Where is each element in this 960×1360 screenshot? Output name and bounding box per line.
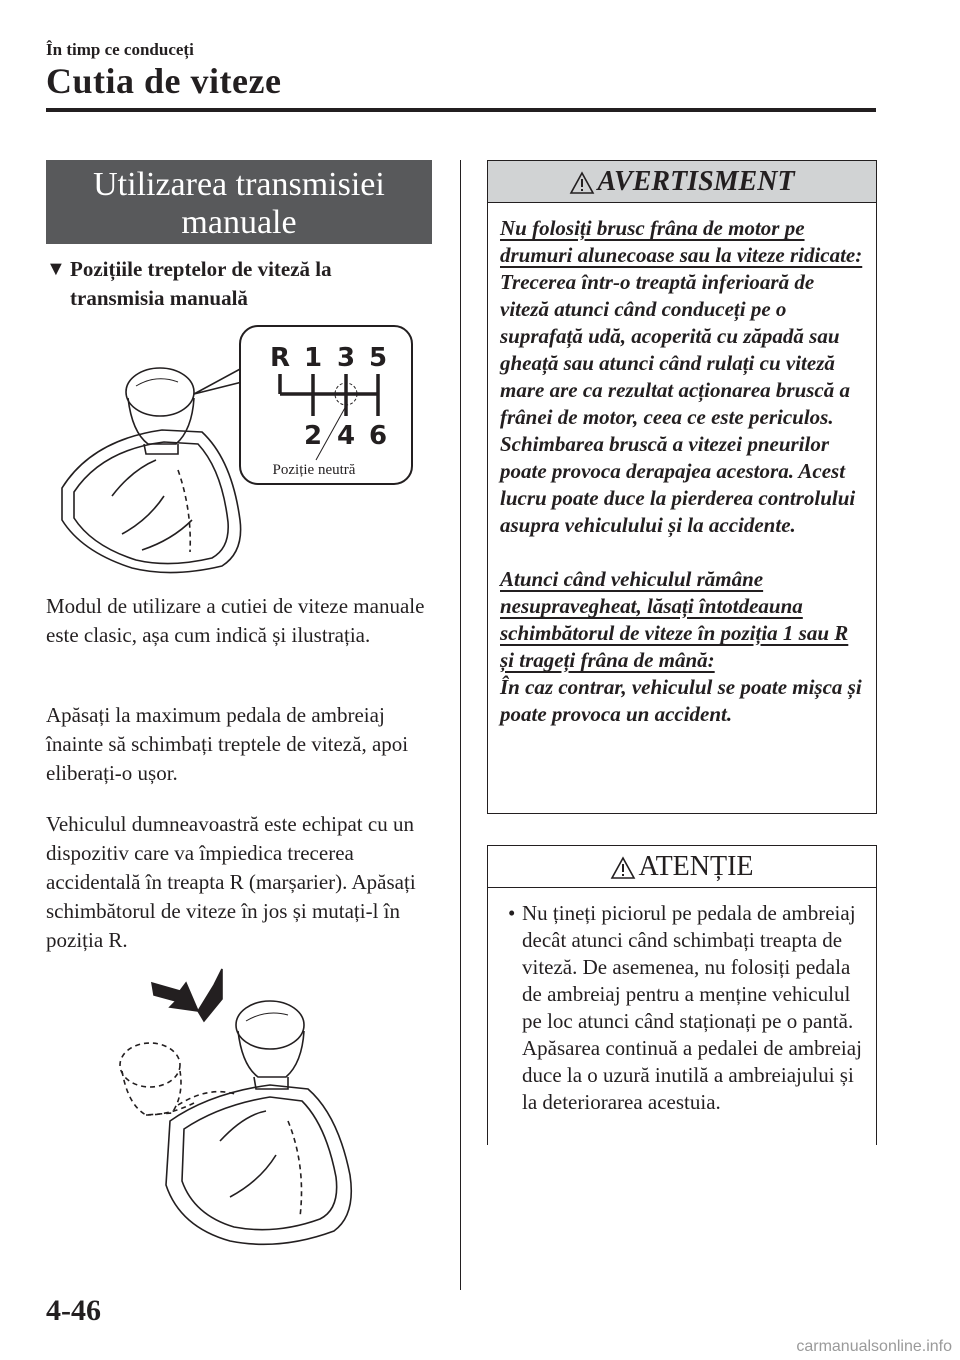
warning-heading-engine-brake: Nu folosiți brusc frâna de motor pe drumuri alunecoase sau la viteze ridicate: bbox=[500, 216, 863, 267]
gear-label-r: R bbox=[269, 343, 291, 373]
paragraph-usage: Modul de utilizare a cutiei de viteze manuale este clasic, așa cum indică și ilustrația. bbox=[46, 594, 425, 647]
subheading-line1: Pozițiile treptelor de viteză la bbox=[70, 257, 332, 281]
caution-header bbox=[488, 846, 876, 888]
caution-triangle-icon bbox=[610, 856, 636, 880]
paragraph-reverse: Vehiculul dumneavoastră este echipat cu un dispozitiv care va împiedica trecerea accidentală în treapta R (marșarier). Apăsați schimbătorul de viteze în jos și mutați-l în poziția R. bbox=[46, 812, 416, 952]
subheading-line2: transmisia manuală bbox=[70, 286, 248, 310]
gear-shift-pattern-figure bbox=[52, 320, 422, 580]
gear-pattern-callout bbox=[240, 326, 412, 484]
page-number: 4-46 bbox=[46, 1294, 101, 1327]
caution-box bbox=[487, 845, 877, 1145]
caution-title: ATENȚIE bbox=[638, 851, 754, 882]
title-rule bbox=[46, 108, 876, 112]
paragraph-clutch: Apăsați la maximum pedala de ambreiaj înainte să schimbați treptele de viteză, apoi eliberați-o ușor. bbox=[46, 703, 409, 785]
section-title-banner bbox=[46, 160, 432, 244]
column-divider bbox=[460, 160, 461, 1290]
shift-arrow-icon bbox=[152, 983, 198, 1011]
chapter-title: Cutia de viteze bbox=[46, 61, 282, 101]
gear-label-2: 2 bbox=[303, 421, 323, 451]
gear-label-4: 4 bbox=[336, 421, 356, 451]
reverse-shift-figure bbox=[110, 965, 400, 1265]
section-title-line2: manuale bbox=[181, 204, 297, 241]
warning-title: AVERTISMENT bbox=[597, 166, 795, 197]
warning-text-parking: În caz contrar, vehiculul se poate mișca și poate provoca un accident. bbox=[500, 675, 862, 726]
ghost-lever-dashed bbox=[120, 1043, 238, 1115]
warning-header bbox=[488, 161, 876, 203]
triangle-down-icon: ▼ bbox=[46, 258, 66, 280]
gear-lever-illustration bbox=[62, 368, 242, 573]
gear-label-6: 6 bbox=[368, 421, 388, 451]
caution-text: Nu țineți piciorul pe pedala de ambreiaj decât atunci când schimbați treapta de viteză. De asemenea, nu folosiți pedala de ambreiaj pentru a menține vehiculul pe loc atunci când staționați pe o pantă. Apăsarea continuă a pedalei de ambreiaj duce la o uzură inutilă a ambreiajului și la deteriorarea acestuia. bbox=[522, 901, 862, 1114]
gear-label-1: 1 bbox=[303, 343, 323, 373]
watermark[interactable]: carmanualsonline.info bbox=[796, 1338, 952, 1355]
warning-box bbox=[487, 160, 877, 814]
breadcrumb: În timp ce conduceți bbox=[46, 40, 194, 59]
caution-bullet: • bbox=[508, 901, 516, 925]
gear-label-3: 3 bbox=[336, 343, 356, 373]
warning-text-engine-brake: Trecerea într-o treaptă inferioară de viteză atunci când conduceți pe o suprafață udă, acoperită cu zăpadă sau gheață sau atunci când rulați cu viteză mare are ca rezultat acționarea bruscă a frânei de motor, ceea ce este periculos. Schimbarea bruscă a vitezei pneurilor poate provoca derapajea acestora. Acest lucru poate duce la pierderea controlului asupra vehiculului și la accidente. bbox=[500, 270, 856, 537]
warning-heading-parking: Atunci când vehiculul rămâne nesupravegheat, lăsați întotdeauna schimbătorul de viteze în poziția 1 sau R și trageți frâna de mână: bbox=[500, 567, 849, 672]
gear-label-5: 5 bbox=[368, 343, 388, 373]
neutral-position-label: Poziție neutră bbox=[272, 462, 356, 478]
warning-triangle-icon bbox=[569, 171, 595, 195]
section-title-line1: Utilizarea transmisiei bbox=[93, 166, 385, 203]
subheading bbox=[46, 255, 436, 313]
